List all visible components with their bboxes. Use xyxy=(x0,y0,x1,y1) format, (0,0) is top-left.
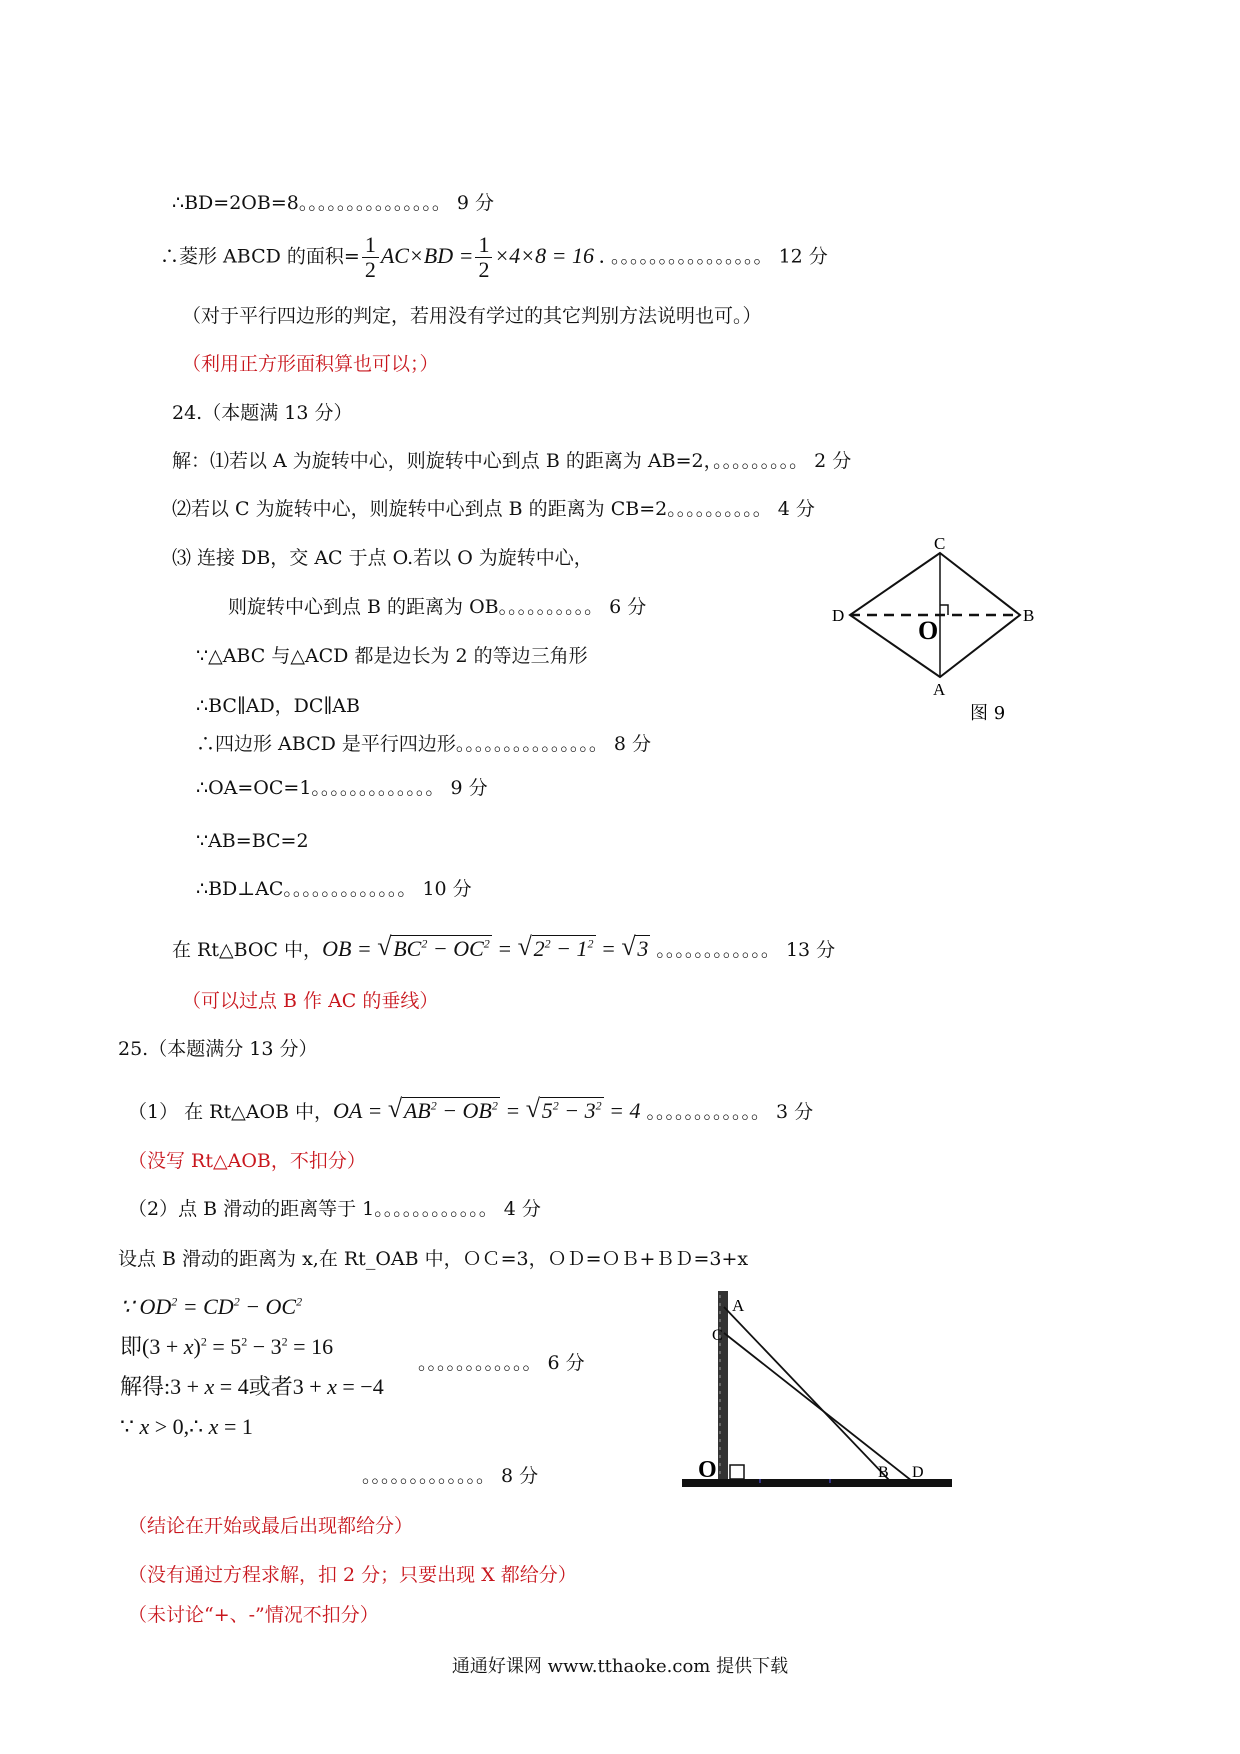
score-dots: 。。。。。。。。。。。。。。。。 12 分 xyxy=(611,245,828,268)
red-note: （利用正方形面积算也可以；） xyxy=(182,353,439,375)
text-line: 设点 B 滑动的距离为 x,在 Rt_OAB 中，ＯＣ=3，ＯＤ=ＯＢ+ＢＤ=3+x xyxy=(118,1248,749,1270)
text-line: ∵AB=BC=2 xyxy=(196,830,309,852)
note-line: （对于平行四边形的判定，若用没有学过的其它判别方法说明也可。） xyxy=(182,305,762,327)
ladder-diagram xyxy=(680,1285,960,1495)
line-prefix: ∴菱形 ABCD 的面积= xyxy=(160,245,360,268)
text-line: ∵△ABC 与△ACD 都是边长为 2 的等边三角形 xyxy=(196,645,588,667)
red-note: （没有通过方程求解，扣 2 分；只要出现 X 都给分） xyxy=(128,1564,577,1586)
label-b: B xyxy=(878,1464,889,1481)
red-note: （没写 Rt△AOB，不扣分） xyxy=(128,1150,366,1172)
label-c: C xyxy=(934,535,946,553)
text-line: ∴BD=2OB=8。。。。。。。。。。。。。。。 9 分 xyxy=(172,192,495,214)
figure-9-rhombus xyxy=(820,535,1060,725)
score-dots: 。。。。。。。。。。。。。 8 分 xyxy=(362,1465,539,1487)
text-line: ∴四边形 ABCD 是平行四边形。。。。。。。。。。。。。。。 8 分 xyxy=(196,733,652,755)
right-angle-mark xyxy=(730,1465,744,1479)
label-b: B xyxy=(1023,606,1035,625)
label-a: A xyxy=(933,680,946,699)
score-dots: 。。。。。。。。。。。。 3 分 xyxy=(646,1101,814,1123)
text-line: ⑵若以 C 为旋转中心，则旋转中心到点 B 的距离为 CB=2。。。。。。。。。。 4 分 xyxy=(172,498,815,520)
oa-formula: OA = √ $AB^2 - OB^2$ = √ $5^2 - 3^2 = 4$ xyxy=(333,1094,641,1123)
label-a: A xyxy=(732,1296,745,1315)
label-o: O xyxy=(698,1457,717,1483)
score-dots: 。。。。。。。。。。。。 6 分 xyxy=(418,1352,585,1374)
line-prefix: （1） 在 Rt△AOB 中， xyxy=(128,1101,334,1123)
right-angle-mark xyxy=(940,605,948,615)
text-line: ⑶ 连接 DB，交 AC 于点 O.若以 O 为旋转中心， xyxy=(172,547,593,569)
text-line: （2）点 B 滑动的距离等于 1。。。。。。。。。。。。 4 分 xyxy=(128,1198,541,1220)
problem-heading: 24.（本题满 13 分） xyxy=(172,402,353,424)
score-dots: 。。。。。。。。。。。。 13 分 xyxy=(656,939,836,961)
area-formula: $\frac{1}{2}$ AC×BD = $\frac{1}{2}$ ×4×8 = 16 . xyxy=(360,243,605,268)
ob-formula-line xyxy=(172,932,836,962)
text-line: ∴BD⊥AC。。。。。。。。。。。。。 10 分 xyxy=(196,878,472,900)
figure-caption: 图 9 xyxy=(970,703,1006,724)
equation-od: ∵ $OD^2 = CD^2 - OC^2$ xyxy=(120,1294,303,1319)
red-note: （结论在开始或最后出现都给分） xyxy=(128,1515,414,1537)
equation-solutions: 解得:3 + x = 4或者3 + x = −4 xyxy=(120,1374,384,1399)
area-formula-line xyxy=(160,233,828,282)
text-line: ∴OA=OC=1。。。。。。。。。。。。。 9 分 xyxy=(196,777,488,799)
ob-formula: OB = √ $BC^2 - OC^2$ = √ $2^2 - 1^2$ = √ 3 xyxy=(322,932,649,961)
label-d: D xyxy=(912,1464,924,1481)
text-line: ∴BC∥AD，DC∥AB xyxy=(196,695,360,717)
ladder-cd xyxy=(724,1333,912,1481)
problem-heading: 25.（本题满分 13 分） xyxy=(118,1038,318,1060)
equation-expanded: 即$(3 + x)^2 = 5^2 - 3^2 = 16$ xyxy=(120,1334,334,1359)
line-prefix: 在 Rt△BOC 中， xyxy=(172,939,323,961)
label-d: D xyxy=(832,606,845,625)
label-c: C xyxy=(712,1327,723,1344)
oa-formula-line xyxy=(128,1094,814,1124)
red-note: （可以过点 B 作 AC 的垂线） xyxy=(182,990,439,1012)
text-line: 解：⑴若以 A 为旋转中心，则旋转中心到点 B 的距离为 AB=2，。。。。。。。。。 2 分 xyxy=(172,450,852,472)
page-footer: 通通好课网 www.tthaoke.com 提供下载 xyxy=(451,1656,789,1677)
red-note: （未讨论“+、-”情况不扣分） xyxy=(128,1604,379,1626)
label-o: O xyxy=(918,616,939,645)
ladder-ab xyxy=(724,1307,890,1481)
text-line: 则旋转中心到点 B 的距离为 OB。。。。。。。。。。 6 分 xyxy=(228,596,647,618)
equation-conclusion: ∵ x > 0,∴ x = 1 xyxy=(120,1414,253,1439)
